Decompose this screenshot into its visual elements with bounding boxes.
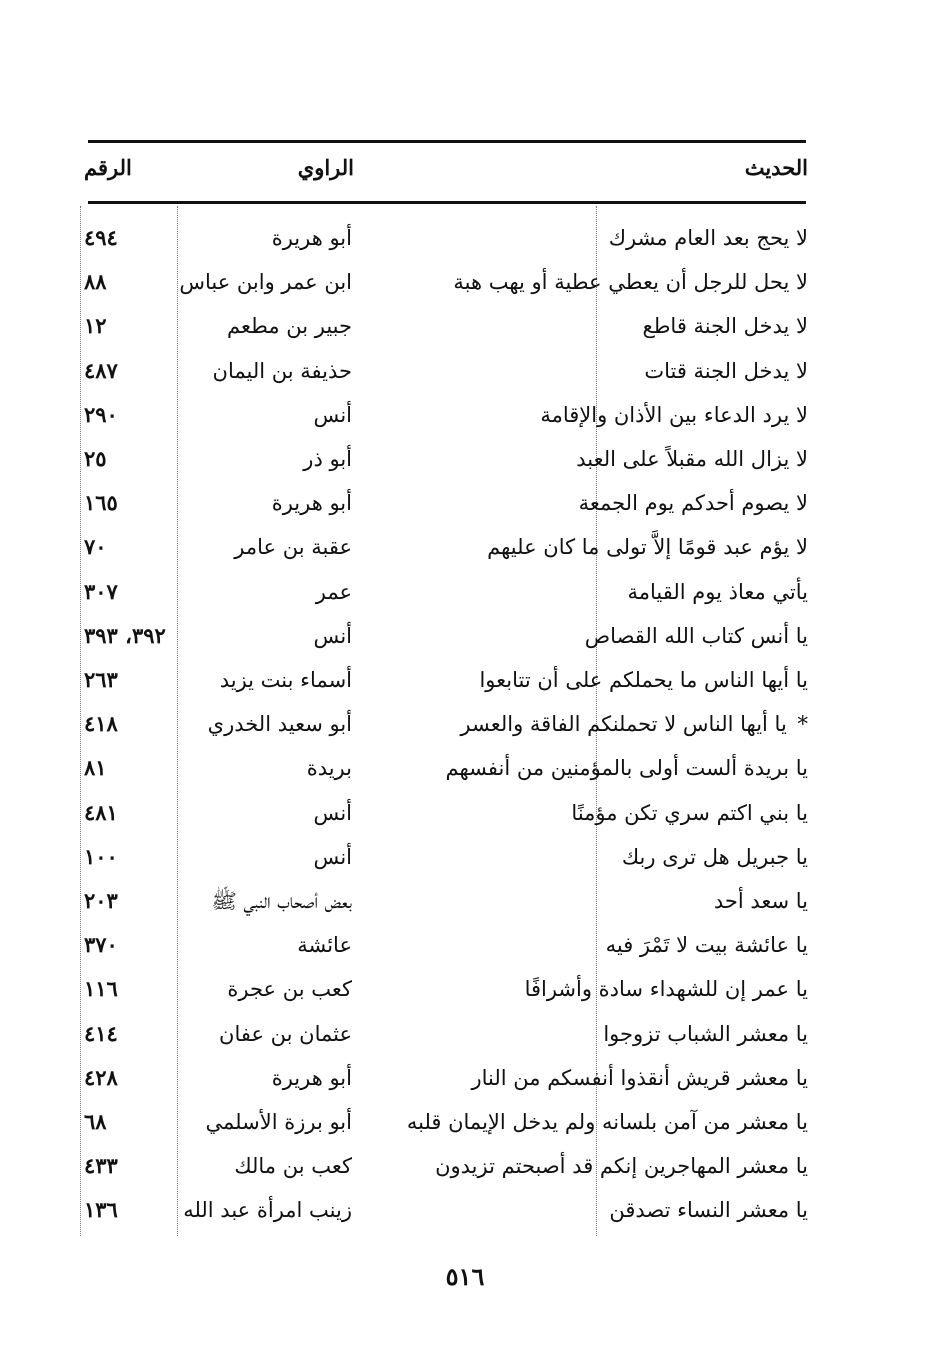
hadith-label: لا يحل للرجل أن يعطي عطية أو يهب هبة — [453, 270, 808, 295]
table-row — [0, 1100, 930, 1144]
table-row — [0, 1012, 930, 1056]
table-row — [0, 304, 930, 348]
header-narrator: الراوي — [297, 155, 354, 180]
hadith-number: ٧٠ — [84, 534, 107, 560]
hadith-text — [435, 1144, 808, 1188]
table-row — [0, 702, 930, 746]
hadith-text — [571, 791, 808, 835]
table-row — [0, 967, 930, 1011]
hadith-label: يا بريدة ألست أولى بالمؤمنين من أنفسهم — [445, 756, 808, 781]
narrator-name: أبو ذر — [303, 447, 352, 471]
table-row — [0, 1144, 930, 1188]
table-row — [0, 658, 930, 702]
table-row — [0, 879, 930, 923]
hadith-text — [609, 216, 808, 260]
header-rule — [88, 201, 806, 204]
table-row — [0, 437, 930, 481]
narrator-name: أنس — [313, 402, 352, 427]
table-row — [0, 791, 930, 835]
table-row — [0, 570, 930, 614]
hadith-label: يا بني اكتم سري تكن مؤمنًا — [571, 800, 808, 825]
top-rule — [88, 140, 806, 143]
asterisk-marker: * — [797, 712, 808, 737]
hadith-label: لا يدخل الجنة قاطع — [642, 314, 808, 339]
table-row — [0, 349, 930, 393]
hadith-text — [407, 1100, 808, 1144]
hadith-text — [445, 746, 808, 790]
narrator-name: عائشة — [297, 933, 352, 958]
table-row — [0, 835, 930, 879]
narrator-name: ابن عمر وابن عباس — [179, 270, 352, 295]
narrator-name: أبو برزة الأسلمي — [205, 1110, 352, 1134]
hadith-label: لا يرد الدعاء بين الأذان والإقامة — [540, 402, 808, 427]
hadith-label: يا معشر النساء تصدقن — [609, 1198, 808, 1223]
table-row — [0, 393, 930, 437]
narrator-name: عقبة بن عامر — [234, 535, 352, 560]
table-row — [0, 1056, 930, 1100]
hadith-label: يا أيها الناس ما يحملكم على أن تتابعوا — [479, 668, 808, 692]
hadith-text — [472, 1056, 809, 1100]
narrator-name: زينب امرأة عبد الله — [183, 1198, 352, 1223]
hadith-label: لا يحج بعد العام مشرك — [608, 226, 808, 250]
table-row — [0, 614, 930, 658]
hadith-label: يأتي معاذ يوم القيامة — [627, 579, 808, 604]
narrator-name: أبو سعيد الخدري — [207, 712, 352, 737]
hadith-label: يا سعد أحد — [713, 889, 808, 913]
hadith-text — [609, 1188, 808, 1232]
narrator-name: عمر — [315, 579, 352, 604]
hadith-number: ٣٩٢، ٣٩٣ — [84, 622, 166, 648]
table-row — [0, 481, 930, 525]
hadith-label: يا معشر من آمن بلسانه ولم يدخل الإيمان قلبه — [406, 1110, 808, 1134]
table-row — [0, 216, 930, 260]
hadith-number: ١٣٦ — [84, 1197, 118, 1223]
hadith-number: ١٦٥ — [84, 490, 118, 516]
header-number: الرقم — [84, 155, 132, 180]
narrator-name: كعب بن عجرة — [227, 977, 352, 1002]
hadith-text — [540, 393, 808, 437]
narrator-name: أبو هريرة — [271, 226, 352, 250]
narrator-name: جبير بن مطعم — [226, 314, 352, 339]
hadith-text — [603, 1012, 808, 1056]
hadith-text — [714, 879, 808, 923]
hadith-label: يا معشر الشباب تزوجوا — [603, 1021, 808, 1046]
hadith-text — [627, 570, 808, 614]
narrator-name: بريدة — [306, 756, 352, 781]
hadith-text — [453, 260, 808, 304]
hadith-number: ١١٦ — [84, 976, 118, 1002]
table-row — [0, 525, 930, 569]
hadith-text — [460, 702, 808, 746]
hadith-number: ٢٩٠ — [84, 401, 118, 427]
narrator-name: حذيفة بن اليمان — [212, 358, 352, 383]
hadith-number: ١٢ — [84, 313, 107, 339]
hadith-number: ٢٥ — [84, 446, 107, 471]
hadith-number: ٤٨١ — [84, 799, 118, 825]
hadith-text — [479, 658, 808, 702]
narrator-name: أبو هريرة — [271, 491, 352, 516]
hadith-number: ٤١٨ — [84, 711, 118, 737]
hadith-number: ٣٠٧ — [84, 578, 118, 604]
hadith-text — [606, 923, 808, 967]
hadith-number: ٤٣٣ — [84, 1153, 118, 1179]
narrator-name: أنس — [313, 800, 352, 825]
table-row — [0, 923, 930, 967]
table-row — [0, 260, 930, 304]
hadith-number: ٨١ — [84, 755, 107, 781]
hadith-label: لا يدخل الجنة قتات — [644, 358, 808, 383]
narrator-name: أنس — [313, 623, 352, 648]
hadith-number: ٤٢٨ — [84, 1064, 118, 1090]
hadith-number: ٨٨ — [84, 269, 107, 295]
narrator-name: أبو هريرة — [271, 1065, 352, 1090]
hadith-label: لا يصوم أحدكم يوم الجمعة — [578, 491, 808, 516]
hadith-number: ٢٦٣ — [84, 667, 118, 692]
table-row — [0, 1188, 930, 1232]
hadith-number: ٦٨ — [84, 1109, 107, 1134]
hadith-text — [622, 835, 808, 879]
hadith-label: يا معشر قريش أنقذوا أنفسكم من النار — [471, 1065, 808, 1090]
hadith-number: ٤٩٤ — [84, 225, 118, 250]
hadith-label: يا أنس كتاب الله القصاص — [584, 623, 808, 648]
narrator-name: بعض أصحاب النبي ﷺ — [211, 889, 352, 913]
header-hadith: الحديث — [744, 155, 808, 180]
hadith-label: يا معشر المهاجرين إنكم قد أصبحتم تزيدون — [435, 1154, 808, 1179]
narrator-name: عثمان بن عفان — [219, 1021, 352, 1046]
hadith-number: ٤٨٧ — [84, 357, 118, 383]
hadith-text — [585, 614, 808, 658]
hadith-label: يا جبريل هل ترى ربك — [621, 844, 808, 869]
hadith-text — [525, 967, 808, 1011]
hadith-text — [487, 525, 808, 569]
hadith-label: لا يؤم عبد قومًا إلاَّ تولى ما كان عليهم — [487, 535, 808, 560]
hadith-number: ١٠٠ — [84, 843, 118, 869]
page-number: ٥١٦ — [445, 1262, 485, 1291]
hadith-label: يا عائشة بيت لا تَمْرَ فيه — [605, 933, 808, 958]
hadith-label: لا يزال الله مقبلاً على العبد — [576, 447, 808, 471]
hadith-number: ٢٠٣ — [84, 888, 118, 913]
hadith-label: يا أيها الناس لا تحملنكم الفاقة والعسر — [460, 712, 787, 737]
hadith-text — [576, 437, 808, 481]
hadith-text — [644, 349, 808, 393]
hadith-number: ٤١٤ — [84, 1020, 118, 1046]
table-row — [0, 746, 930, 790]
hadith-number: ٣٧٠ — [84, 932, 118, 958]
narrator-name: أنس — [313, 844, 352, 869]
hadith-label: يا عمر إن للشهداء سادة وأشرافًا — [524, 977, 808, 1002]
hadith-text — [579, 481, 808, 525]
narrator-name: أسماء بنت يزيد — [219, 668, 352, 692]
narrator-name: كعب بن مالك — [234, 1154, 352, 1179]
hadith-text — [643, 304, 808, 348]
